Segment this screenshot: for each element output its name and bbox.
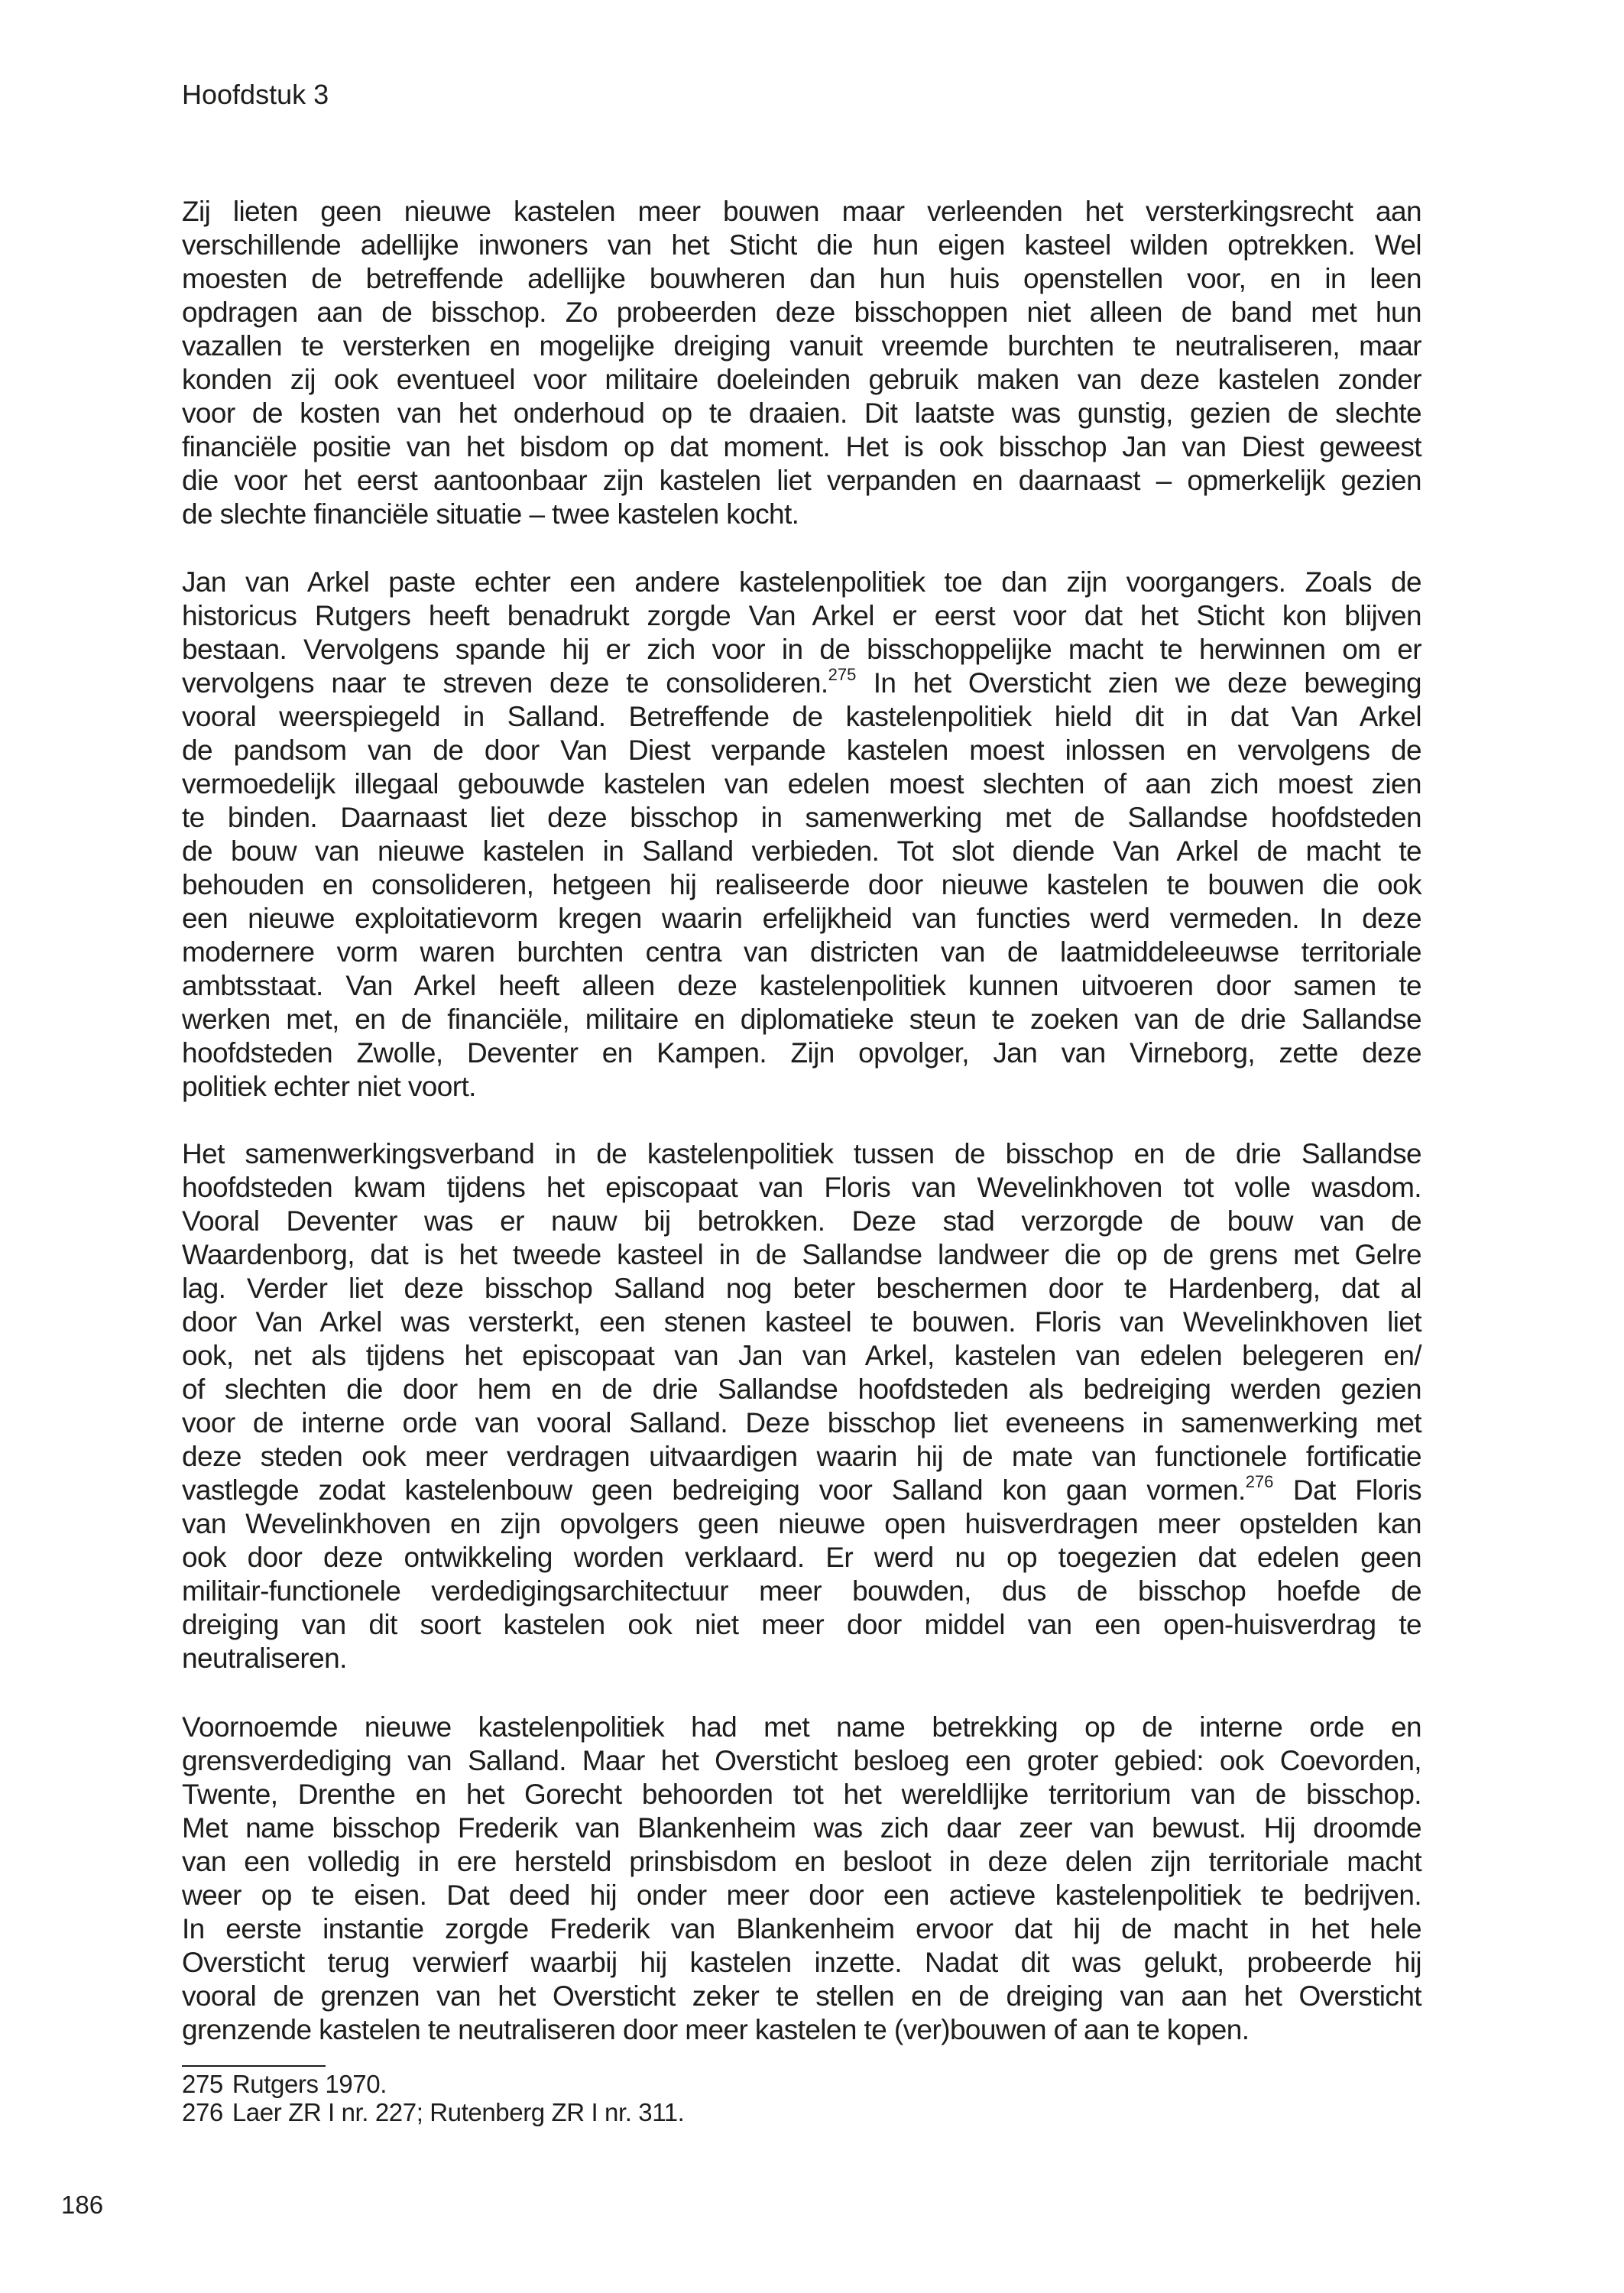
text-line: opdragen aan de bisschop. Zo probeerden deze bisschoppen niet alleen de band met hun [182, 297, 1421, 328]
text-line: politiek echter niet voort. [182, 1071, 476, 1102]
running-head: Hoofdstuk 3 [182, 79, 329, 110]
text-line: bestaan. Vervolgens spande hij er zich voor in de bisschoppelijke macht te herwinnen om er [182, 634, 1421, 665]
text-line: vooral weerspiegeld in Salland. Betreffende de kastelenpolitiek hield dit in dat Van Arkel [182, 701, 1421, 732]
body-paragraph-1 [182, 195, 1421, 531]
footnote-reference-276[interactable]: 276 [1245, 1472, 1274, 1491]
text-line: werken met, en de financiële, militaire en diplomatieke steun te zoeken van de drie Sallandse [182, 1004, 1421, 1035]
text-line: behouden en consolideren, hetgeen hij realiseerde door nieuwe kastelen te bouwen die ook [182, 869, 1421, 900]
text-line: een nieuwe exploitatievorm kregen waarin erfelijkheid van functies werd vermeden. In deze [182, 903, 1421, 934]
body-paragraph-2 [182, 566, 1421, 1104]
text-line: voor de kosten van het onderhoud op te draaien. Dit laatste was gunstig, gezien de slechte [182, 397, 1421, 429]
text-line: Het samenwerkingsverband in de kastelenpolitiek tussen de bisschop en de drie Sallandse [182, 1138, 1421, 1169]
text-line: ook door deze ontwikkeling worden verklaard. Er werd nu op toegezien dat edelen geen [182, 1542, 1421, 1573]
text-line: moesten de betreffende adellijke bouwheren dan hun huis openstellen voor, en in leen [182, 263, 1421, 294]
text-line: Met name bisschop Frederik van Blankenheim was zich daar zeer van bewust. Hij droomde [182, 1812, 1421, 1844]
text-segment: vervolgens naar te streven deze te consolideren. [182, 667, 828, 699]
text-line: historicus Rutgers heeft benadrukt zorgde Van Arkel er eerst voor dat het Sticht kon blijven [182, 600, 1421, 631]
text-line: die voor het eerst aantoonbaar zijn kastelen liet verpanden en daarnaast – opmerkelijk gezien [182, 465, 1421, 496]
text-segment: In het Oversticht zien we deze beweging [856, 667, 1421, 699]
body-paragraph-3 [182, 1137, 1421, 1675]
footnote-276 [182, 2098, 684, 2126]
text-line: voor de interne orde van vooral Salland. Deze bisschop liet eveneens in samenwerking met [182, 1407, 1421, 1438]
footnote-number: 275 [182, 2070, 223, 2098]
text-line: verschillende adellijke inwoners van het Sticht die hun eigen kasteel wilden optrekken. Wel [182, 229, 1421, 261]
text-line: de pandsom van de door Van Diest verpande kastelen moest inlossen en vervolgens de [182, 735, 1421, 766]
text-line: de bouw van nieuwe kastelen in Salland verbieden. Tot slot diende Van Arkel de macht te [182, 835, 1421, 867]
text-line: deze steden ook meer verdragen uitvaardigen waarin hij de mate van functionele fortificatie [182, 1441, 1421, 1472]
text-line: van Wevelinkhoven en zijn opvolgers geen nieuwe open huisverdragen meer opstelden kan [182, 1508, 1421, 1539]
text-line-with-footnote-ref [182, 666, 1421, 700]
text-line: vooral de grenzen van het Oversticht zeker te stellen en de dreiging van aan het Oversticht [182, 1980, 1421, 2012]
footnote-separator-rule [182, 2065, 326, 2067]
text-line: vazallen te versterken en mogelijke dreiging vanuit vreemde burchten te neutraliseren, maar [182, 330, 1421, 362]
text-line: Jan van Arkel paste echter een andere kastelenpolitiek toe dan zijn voorgangers. Zoals de [182, 566, 1421, 598]
text-line: Voornoemde nieuwe kastelenpolitiek had met name betrekking op de interne orde en [182, 1711, 1421, 1743]
text-line: financiële positie van het bisdom op dat moment. Het is ook bisschop Jan van Diest geweest [182, 431, 1421, 462]
text-line: Vooral Deventer was er nauw bij betrokken. Deze stad verzorgde de bouw van de [182, 1205, 1421, 1237]
text-line: konden zij ook eventueel voor militaire doeleinden gebruik maken van deze kastelen zonder [182, 364, 1421, 395]
footnotes [182, 2070, 684, 2126]
text-line: of slechten die door hem en de drie Sallandse hoofdsteden als bedreiging werden gezien [182, 1374, 1421, 1405]
footnote-number: 276 [182, 2098, 223, 2126]
text-segment: vastlegde zodat kastelenbouw geen bedreiging voor Salland kon gaan vormen. [182, 1474, 1246, 1506]
text-line: van een volledig in ere hersteld prinsbisdom en besloot in deze delen zijn territoriale macht [182, 1846, 1421, 1877]
text-line: grenzende kastelen te neutraliseren door meer kastelen te (ver)bouwen of aan te kopen. [182, 2014, 1250, 2045]
text-line: neutraliseren. [182, 1643, 347, 1674]
text-line: te binden. Daarnaast liet deze bisschop in samenwerking met de Sallandse hoofdsteden [182, 802, 1421, 833]
footnote-275 [182, 2070, 684, 2098]
text-line: weer op te eisen. Dat deed hij onder meer door een actieve kastelenpolitiek te bedrijven. [182, 1879, 1421, 1911]
body-paragraph-4 [182, 1711, 1421, 2047]
text-line: Twente, Drenthe en het Gorecht behoorden tot het wereldlijke territorium van de bisschop. [182, 1779, 1421, 1810]
page-number: 186 [61, 2191, 104, 2219]
text-line: Zij lieten geen nieuwe kastelen meer bouwen maar verleenden het versterkingsrecht aan [182, 196, 1421, 227]
text-line: militair-functionele verdedigingsarchitectuur meer bouwden, dus de bisschop hoefde de [182, 1575, 1421, 1607]
text-line: hoofdsteden Zwolle, Deventer en Kampen. Zijn opvolger, Jan van Virneborg, zette deze [182, 1037, 1421, 1069]
text-line: modernere vorm waren burchten centra van districten van de laatmiddeleeuwse territoriale [182, 936, 1421, 968]
text-line: hoofdsteden kwam tijdens het episcopaat van Floris van Wevelinkhoven tot volle wasdom. [182, 1172, 1421, 1203]
footnote-text: Laer ZR I nr. 227; Rutenberg ZR I nr. 311. [232, 2098, 685, 2126]
text-line: vermoedelijk illegaal gebouwde kastelen van edelen moest slechten of aan zich moest zien [182, 768, 1421, 799]
footnote-text: Rutgers 1970. [232, 2070, 387, 2098]
text-line: grensverdediging van Salland. Maar het Oversticht besloeg een groter gebied: ook Coevorden, [182, 1745, 1421, 1776]
text-line: lag. Verder liet deze bisschop Salland nog beter beschermen door te Hardenberg, dat al [182, 1273, 1421, 1304]
text-line-with-footnote-ref [182, 1474, 1421, 1507]
text-line: ambtsstaat. Van Arkel heeft alleen deze kastelenpolitiek kunnen uitvoeren door samen te [182, 970, 1421, 1001]
text-line: de slechte financiële situatie – twee kastelen kocht. [182, 498, 799, 530]
footnote-reference-275[interactable]: 275 [828, 665, 857, 684]
text-segment: Dat Floris [1273, 1474, 1421, 1506]
text-line: dreiging van dit soort kastelen ook niet meer door middel van een open-huisverdrag te [182, 1609, 1421, 1640]
text-line: Waardenborg, dat is het tweede kasteel in de Sallandse landweer die op de grens met Gelre [182, 1239, 1421, 1270]
text-line: ook, net als tijdens het episcopaat van Jan van Arkel, kastelen van edelen belegeren en/ [182, 1340, 1421, 1371]
text-line: door Van Arkel was versterkt, een stenen kasteel te bouwen. Floris van Wevelinkhoven liet [182, 1306, 1421, 1338]
text-line: In eerste instantie zorgde Frederik van Blankenheim ervoor dat hij de macht in het hele [182, 1913, 1421, 1944]
text-line: Oversticht terug verwierf waarbij hij kastelen inzette. Nadat dit was gelukt, probeerde hij [182, 1947, 1421, 1978]
